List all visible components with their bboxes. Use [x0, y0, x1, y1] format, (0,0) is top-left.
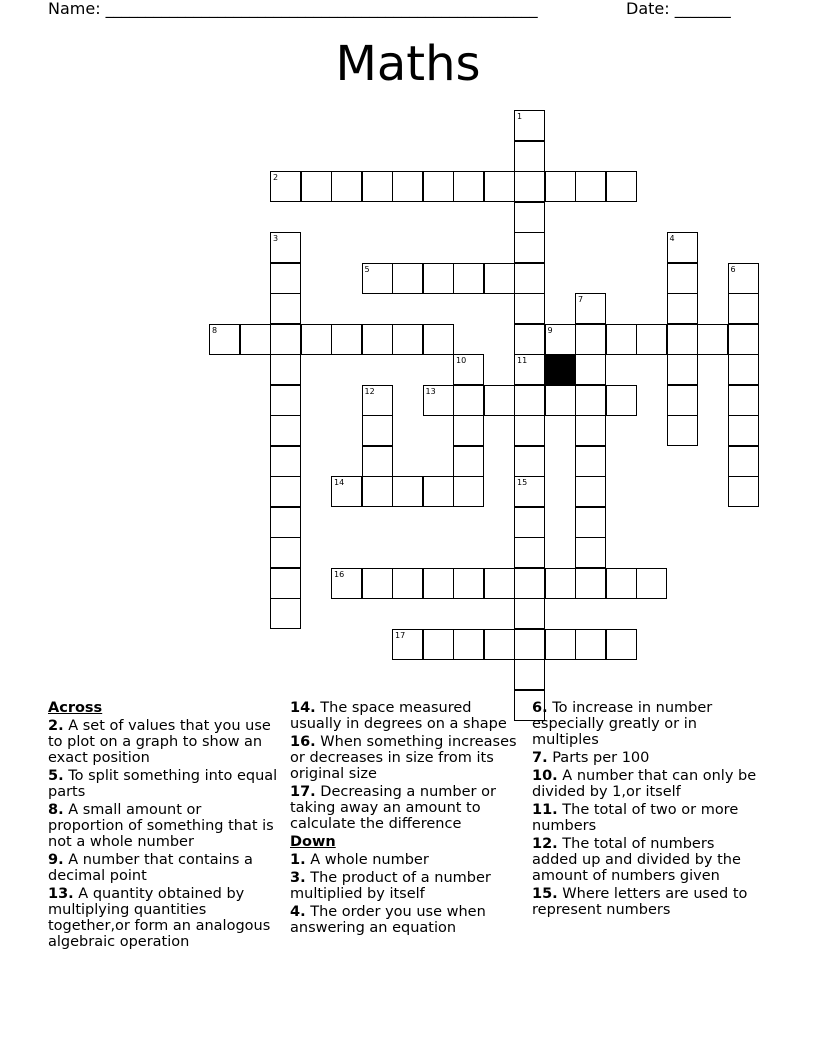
crossword-cell[interactable] — [270, 446, 301, 477]
crossword-cell[interactable] — [514, 385, 545, 416]
crossword-cell[interactable] — [270, 476, 301, 507]
crossword-cell[interactable] — [484, 171, 515, 202]
crossword-cell[interactable] — [453, 446, 484, 477]
crossword-cell[interactable] — [453, 568, 484, 599]
clue-number: 4. — [290, 904, 306, 920]
clue-across-9 — [48, 852, 280, 884]
crossword-cell[interactable] — [514, 598, 545, 629]
clue-number: 6. — [532, 700, 548, 716]
crossword-cell[interactable] — [270, 293, 301, 324]
clue-text: The product of a number multiplied by itself — [290, 870, 491, 902]
clue-number: 7. — [532, 750, 548, 766]
crossword-cell[interactable] — [331, 476, 362, 507]
crossword-cell[interactable] — [514, 415, 545, 446]
crossword-cell[interactable] — [362, 263, 393, 294]
date-field-label: Date: _______ — [626, 0, 731, 18]
clue-number-label: 1 — [517, 112, 523, 121]
clues-column-3 — [532, 700, 764, 920]
down-heading: Down — [290, 834, 336, 850]
clue-down-7 — [532, 750, 764, 766]
crossword-cell[interactable] — [270, 232, 301, 263]
clue-number-label: 17 — [395, 630, 406, 640]
crossword-cell[interactable] — [667, 354, 698, 385]
crossword-cell[interactable] — [270, 324, 301, 355]
clue-number-label: 10 — [456, 356, 467, 365]
crossword-cell[interactable] — [575, 354, 606, 385]
crossword-cell[interactable] — [423, 385, 454, 416]
clue-number: 11. — [532, 802, 558, 818]
crossword-cell[interactable] — [453, 476, 484, 507]
crossword-cell[interactable] — [545, 629, 576, 660]
crossword-cell[interactable] — [606, 171, 637, 202]
crossword-cell[interactable] — [514, 110, 545, 141]
clue-down-1 — [290, 852, 522, 868]
crossword-cell[interactable] — [423, 476, 454, 507]
clue-text: A quantity obtained by multiplying quantities together,or form an analogous algebraic operation — [48, 886, 271, 950]
clue-across-5 — [48, 768, 280, 800]
crossword-cell[interactable] — [362, 171, 393, 202]
crossword-cell[interactable] — [575, 629, 606, 660]
crossword-cell[interactable] — [270, 354, 301, 385]
clue-across-14 — [290, 700, 522, 732]
crossword-cell[interactable] — [331, 171, 362, 202]
clue-number-label: 7 — [578, 295, 584, 304]
page-title: Maths — [335, 36, 481, 92]
crossword-cell[interactable] — [606, 629, 637, 660]
crossword-cell[interactable] — [270, 415, 301, 446]
crossword-cell[interactable] — [362, 385, 393, 416]
crossword-cell[interactable] — [270, 537, 301, 568]
crossword-cell[interactable] — [545, 385, 576, 416]
crossword-cell[interactable] — [270, 598, 301, 629]
clue-text: The total of numbers added up and divided by the amount of numbers given — [532, 836, 741, 884]
clue-text: A small amount or proportion of something that is not a whole number — [48, 802, 274, 850]
clue-across-13 — [48, 886, 280, 950]
clue-down-4 — [290, 904, 522, 936]
crossword-cell[interactable] — [575, 324, 606, 355]
clue-number-label: 3 — [273, 234, 279, 243]
crossword-cell[interactable] — [728, 324, 759, 355]
crossword-cell[interactable] — [667, 293, 698, 324]
clue-down-12 — [532, 836, 764, 884]
clue-text: To increase in number especially greatly or in multiples — [532, 700, 713, 748]
crossword-cell[interactable] — [392, 629, 423, 660]
crossword-cell[interactable] — [453, 629, 484, 660]
crossword-cell[interactable] — [667, 415, 698, 446]
crossword-cell[interactable] — [270, 385, 301, 416]
crossword-cell[interactable] — [362, 415, 393, 446]
clue-number: 13. — [48, 886, 74, 902]
crossword-cell[interactable] — [545, 324, 576, 355]
crossword-cell[interactable] — [423, 171, 454, 202]
crossword-cell[interactable] — [636, 568, 667, 599]
clue-across-8 — [48, 802, 280, 850]
clue-text: A whole number — [310, 852, 429, 868]
crossword-cell[interactable] — [728, 476, 759, 507]
crossword-cell[interactable] — [514, 446, 545, 477]
clue-down-6 — [532, 700, 764, 748]
crossword-cell[interactable] — [301, 324, 332, 355]
clue-number: 1. — [290, 852, 306, 868]
crossword-cell[interactable] — [514, 293, 545, 324]
crossword-cell[interactable] — [301, 171, 332, 202]
clue-number-label: 5 — [364, 264, 370, 274]
crossword-cell[interactable] — [545, 171, 576, 202]
clue-number: 5. — [48, 768, 64, 784]
crossword-cell[interactable] — [514, 171, 545, 202]
clue-down-15 — [532, 886, 764, 918]
crossword-cell[interactable] — [514, 507, 545, 538]
crossword-cell[interactable] — [728, 415, 759, 446]
crossword-cell[interactable] — [484, 568, 515, 599]
clue-text: A number that contains a decimal point — [48, 852, 253, 884]
clue-number-label: 13 — [425, 386, 436, 396]
crossword-cell[interactable] — [392, 171, 423, 202]
clue-number-label: 16 — [334, 569, 345, 579]
clue-number-label: 12 — [364, 386, 375, 396]
clue-number: 17. — [290, 784, 316, 800]
clue-number-label: 15 — [517, 478, 528, 487]
crossword-cell[interactable] — [575, 507, 606, 538]
crossword-cell[interactable] — [575, 415, 606, 446]
crossword-cell[interactable] — [270, 263, 301, 294]
crossword-cell[interactable] — [606, 324, 637, 355]
crossword-cell[interactable] — [331, 568, 362, 599]
crossword-cell[interactable] — [453, 171, 484, 202]
crossword-cell[interactable] — [484, 629, 515, 660]
crossword-cell[interactable] — [362, 476, 393, 507]
crossword-cell[interactable] — [270, 507, 301, 538]
clue-down-3 — [290, 870, 522, 902]
clue-number-label: 8 — [212, 325, 218, 335]
crossword-cell[interactable] — [514, 202, 545, 233]
clue-number-label: 2 — [273, 173, 279, 182]
crossword-cell[interactable] — [423, 568, 454, 599]
crossword-cell[interactable] — [270, 568, 301, 599]
crossword-cell[interactable] — [514, 263, 545, 294]
crossword-cell[interactable] — [514, 476, 545, 507]
crossword-cell[interactable] — [667, 263, 698, 294]
clue-number: 10. — [532, 768, 558, 784]
clue-text: Decreasing a number or taking away an amount to calculate the difference — [290, 784, 496, 832]
crossword-cell[interactable] — [514, 629, 545, 660]
crossword-cell[interactable] — [575, 293, 606, 324]
crossword-cell[interactable] — [514, 537, 545, 568]
crossword-cell[interactable] — [728, 263, 759, 294]
crossword-cell[interactable] — [575, 568, 606, 599]
crossword-cell[interactable] — [209, 324, 240, 355]
crossword-cell[interactable] — [636, 324, 667, 355]
crossword-cell[interactable] — [392, 324, 423, 355]
clue-number-label: 4 — [669, 234, 675, 243]
crossword-cell[interactable] — [392, 568, 423, 599]
across-heading: Across — [48, 700, 103, 716]
clue-number: 14. — [290, 700, 316, 716]
clue-text: The total of two or more numbers — [532, 802, 739, 834]
clue-number-label: 11 — [517, 356, 528, 365]
clue-number: 2. — [48, 718, 64, 734]
clue-number-label: 9 — [547, 325, 553, 335]
crossword-cell[interactable] — [575, 446, 606, 477]
clue-down-10 — [532, 768, 764, 800]
crossword-cell[interactable] — [697, 324, 728, 355]
crossword-cell[interactable] — [514, 141, 545, 172]
crossword-cell[interactable] — [514, 232, 545, 263]
crossword-cell[interactable] — [575, 171, 606, 202]
crossword-cell[interactable] — [362, 568, 393, 599]
crossword-cell[interactable] — [514, 354, 545, 385]
crossword-cell[interactable] — [270, 171, 301, 202]
crossword-cell[interactable] — [423, 629, 454, 660]
crossword-cell[interactable] — [484, 385, 515, 416]
clue-number: 3. — [290, 870, 306, 886]
clue-text: To split something into equal parts — [48, 768, 278, 800]
clue-across-16 — [290, 734, 522, 782]
crossword-cell[interactable] — [575, 537, 606, 568]
name-field-label: Name: ______________________________________________________ — [48, 0, 538, 18]
crossword-cell[interactable] — [392, 476, 423, 507]
clue-number: 8. — [48, 802, 64, 818]
clue-down-11 — [532, 802, 764, 834]
crossword-cell[interactable] — [392, 263, 423, 294]
clue-text: A set of values that you use to plot on a graph to show an exact position — [48, 718, 271, 766]
crossword-cell[interactable] — [606, 568, 637, 599]
crossword-cell[interactable] — [728, 385, 759, 416]
crossword-cell[interactable] — [423, 324, 454, 355]
crossword-cell[interactable] — [240, 324, 271, 355]
clue-text: When something increases or decreases in size from its original size — [290, 734, 517, 782]
crossword-cell[interactable] — [484, 263, 515, 294]
crossword-cell[interactable] — [575, 476, 606, 507]
crossword-cell[interactable] — [331, 324, 362, 355]
crossword-cell[interactable] — [453, 354, 484, 385]
clue-number: 16. — [290, 734, 316, 750]
crossword-cell[interactable] — [514, 568, 545, 599]
crossword-cell[interactable] — [728, 354, 759, 385]
clue-across-2 — [48, 718, 280, 766]
crossword-cell[interactable] — [514, 324, 545, 355]
clue-text: The space measured usually in degrees on a shape — [290, 700, 507, 732]
crossword-cell[interactable] — [728, 446, 759, 477]
clue-number: 15. — [532, 886, 558, 902]
crossword-cell[interactable] — [667, 232, 698, 263]
crossword-cell[interactable] — [423, 263, 454, 294]
clue-number-label: 6 — [730, 264, 736, 274]
crossword-cell[interactable] — [575, 385, 606, 416]
crossword-cell[interactable] — [453, 385, 484, 416]
crossword-cell[interactable] — [362, 446, 393, 477]
crossword-cell[interactable] — [728, 293, 759, 324]
crossword-cell[interactable] — [667, 324, 698, 355]
crossword-cell[interactable] — [667, 385, 698, 416]
crossword-cell[interactable] — [453, 415, 484, 446]
clue-number-label: 14 — [334, 478, 345, 487]
clue-text: The order you use when answering an equation — [290, 904, 486, 936]
crossword-block-cell — [545, 354, 576, 385]
clue-text: Where letters are used to represent numbers — [532, 886, 748, 918]
clue-across-17 — [290, 784, 522, 832]
crossword-cell[interactable] — [514, 659, 545, 690]
clue-text: Parts per 100 — [552, 750, 650, 766]
clue-text: A number that can only be divided by 1,or itself — [532, 768, 757, 800]
crossword-cell[interactable] — [545, 568, 576, 599]
crossword-cell[interactable] — [362, 324, 393, 355]
clue-number: 12. — [532, 836, 558, 852]
clues-column-2 — [290, 700, 522, 938]
clue-number: 9. — [48, 852, 64, 868]
crossword-cell[interactable] — [606, 385, 637, 416]
clues-column-1 — [48, 700, 280, 952]
crossword-cell[interactable] — [453, 263, 484, 294]
